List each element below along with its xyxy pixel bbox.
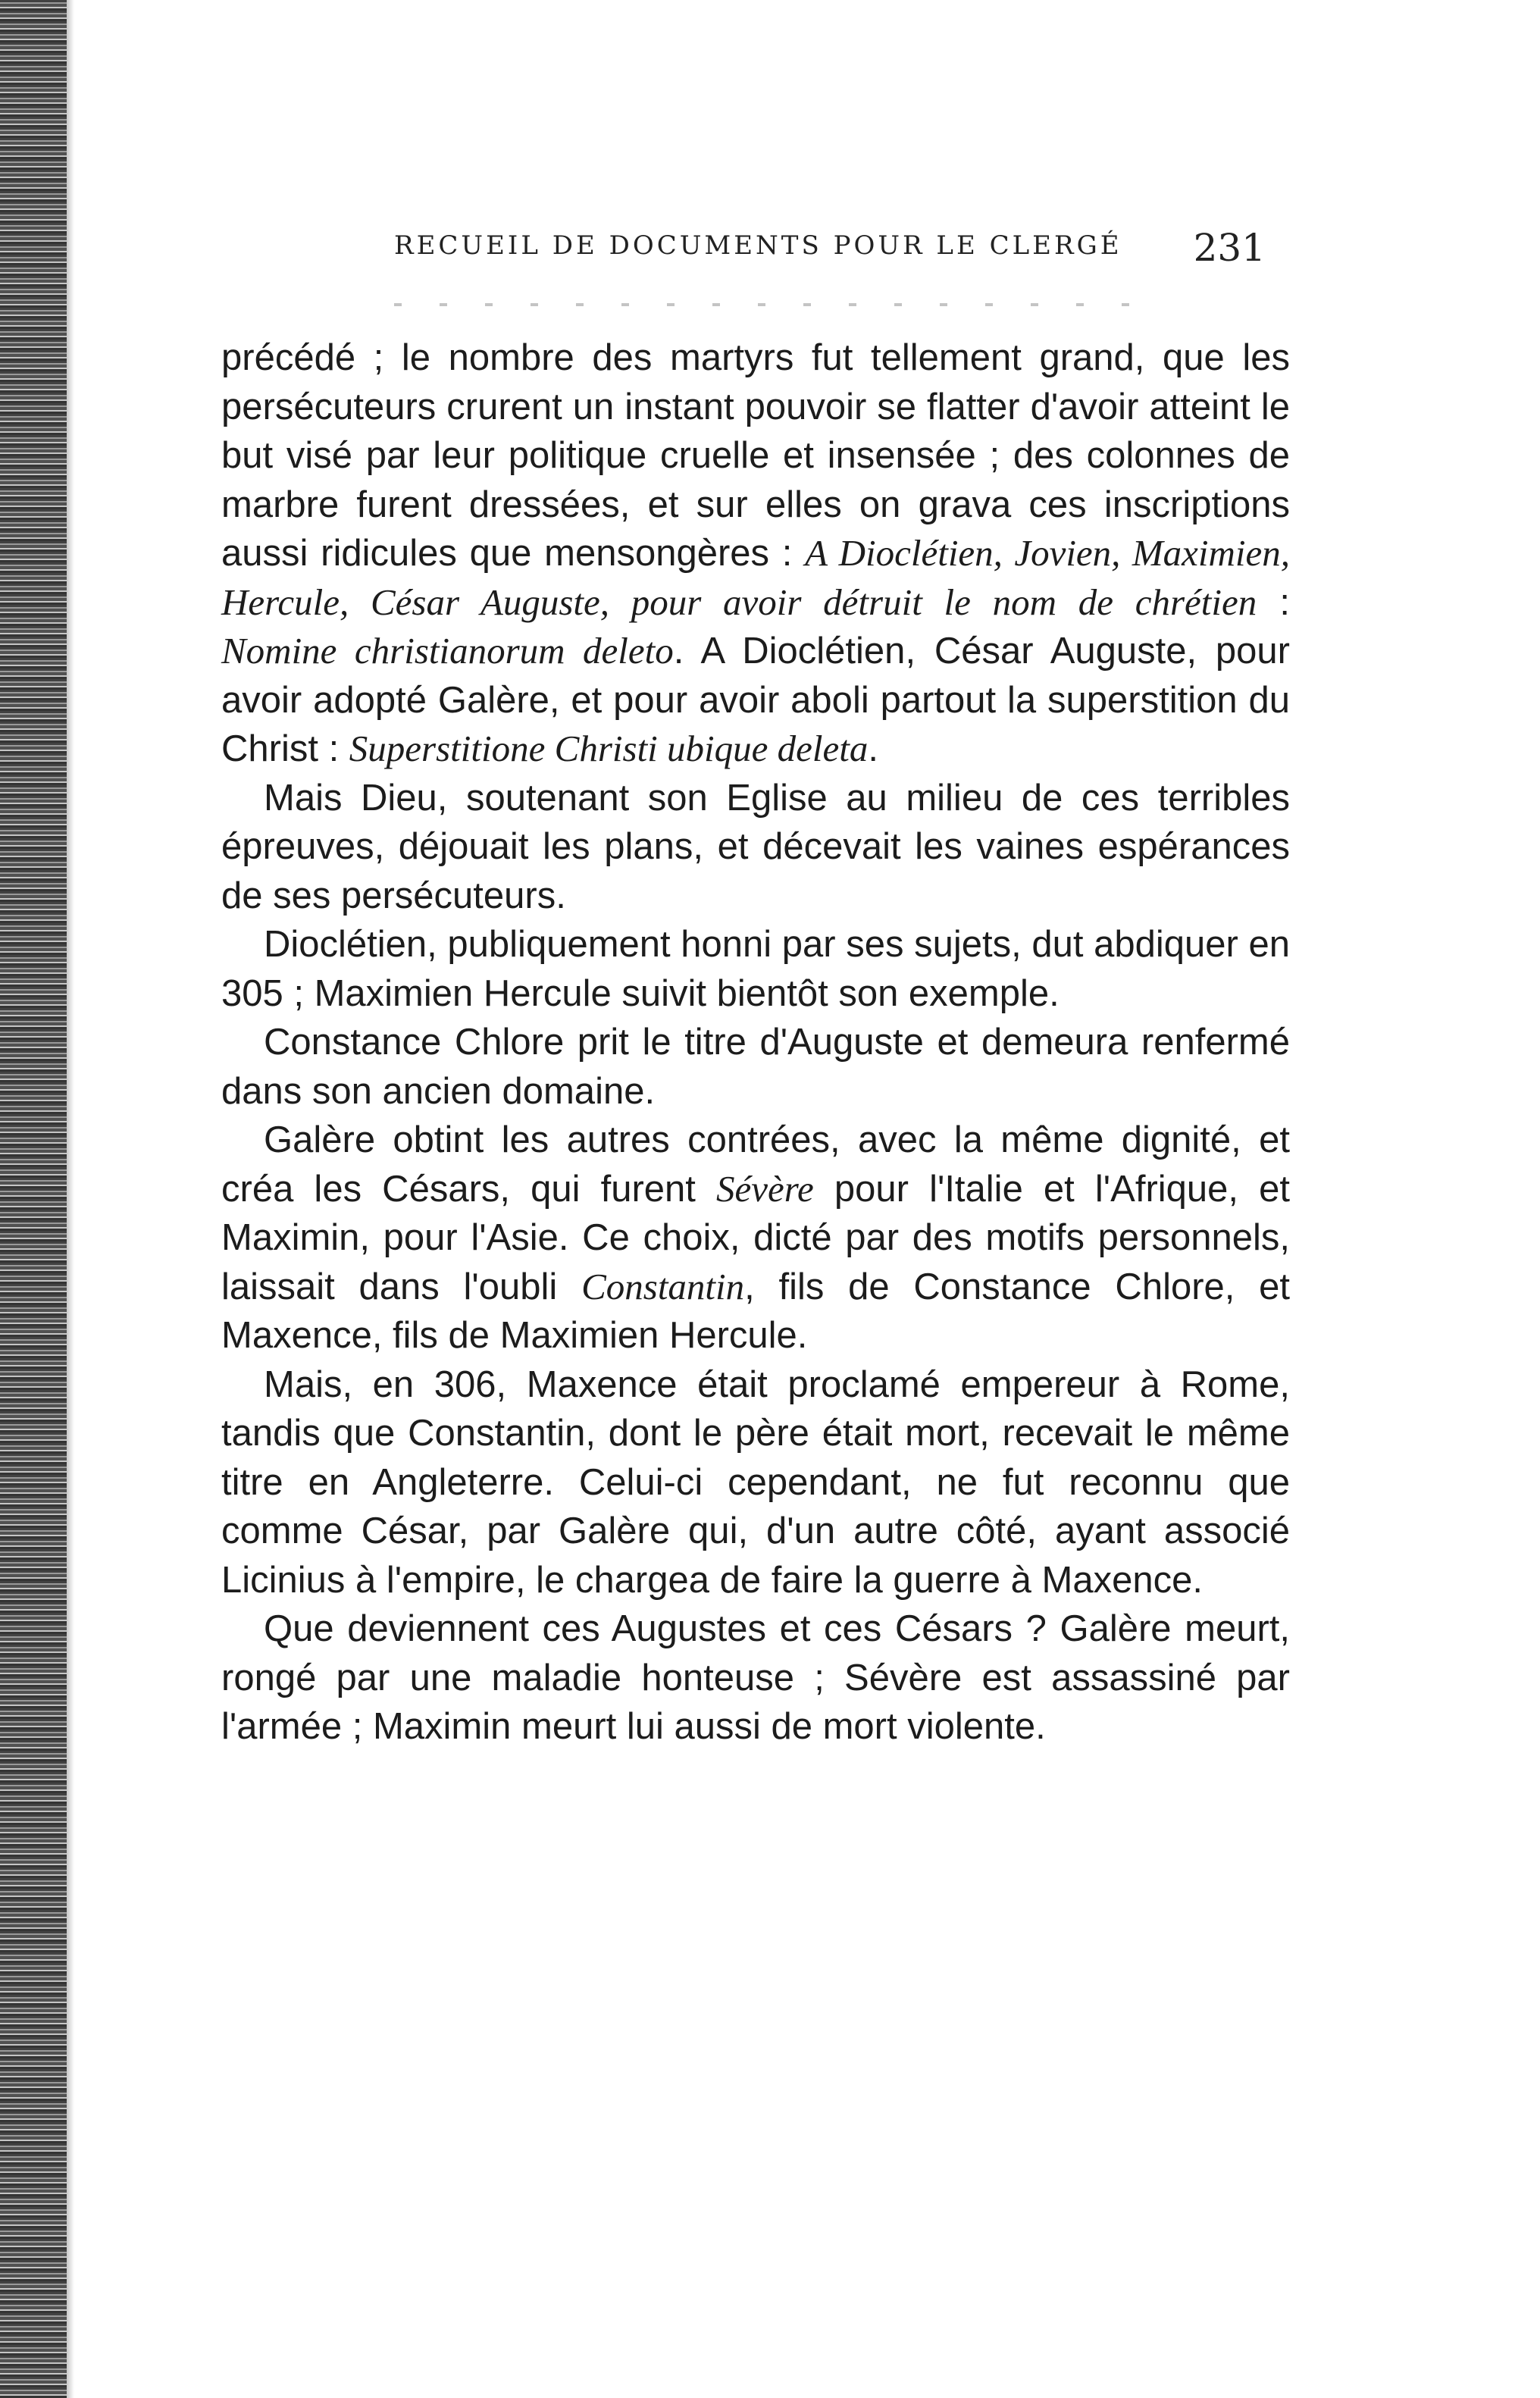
name-severe: Sévère <box>716 1167 814 1210</box>
paragraph-1-text-c: . A Dioclétien, César Auguste, pour avoir adopté Galère, et pour avoir aboli partout la superstition du Christ : <box>221 631 1290 769</box>
paragraph-7: Que deviennent ces Augustes et ces Césars ? Galère meurt, rongé par une maladie honteuse ; Sévère est assassiné par l'armée ; Maximin meurt lui aussi de mort violente. <box>221 1608 1290 1747</box>
paragraph-4: Constance Chlore prit le titre d'Auguste et demeura renfermé dans son ancien domaine. <box>221 1022 1290 1112</box>
paragraph-5-text-a: Galère obtint les autres contrées, avec la même dignité, et créa les Césars, qui furent <box>221 1119 1290 1210</box>
name-constantin: Constantin <box>581 1265 745 1307</box>
latin-inscription-1: Nomine christianorum deleto <box>221 630 674 672</box>
paragraph-5 <box>221 1116 1290 1360</box>
paragraph-1-text-d: . <box>868 728 879 769</box>
header-divider <box>394 303 1152 306</box>
paragraph-2: Mais Dieu, soutenant son Eglise au milieu de ces terribles épreuves, déjouait les plans, et décevait les vaines espérances de ses persécuteurs. <box>221 777 1290 916</box>
page-number: 231 <box>1193 226 1266 270</box>
page-header <box>394 226 1266 271</box>
paragraph-5-text-b: pour l'Italie et l'Afrique, et Maximin, pour l'Asie. Ce choix, dicté par des motifs personnels, laissait dans l'oubli <box>221 1168 1290 1307</box>
book-binding-edge <box>0 0 67 2398</box>
inscription-1: A Dioclétien, Jovien, Maximien, Hercule, César Auguste, pour avoir détruit le nom de chrétien <box>221 532 1290 623</box>
running-title: RECUEIL DE DOCUMENTS POUR LE CLERGÉ <box>394 230 1122 261</box>
paragraph-5-text-c: , fils de Constance Chlore, et Maxence, fils de Maximien Hercule. <box>221 1266 1291 1356</box>
paragraph-1-text-b: : <box>1257 581 1290 623</box>
page-body <box>221 333 1290 1752</box>
paragraph-1-text-a: précédé ; le nombre des martyrs fut tellement grand, que les persécuteurs crurent un instant pouvoir se flatter d'avoir atteint le but visé par leur politique cruelle et insensée ; des colonnes de marbre furent dressées, et sur elles on grava ces inscriptions aussi ridicules que mensongères : <box>221 337 1290 574</box>
paragraph-1 <box>221 333 1290 774</box>
paragraph-3: Dioclétien, publiquement honni par ses sujets, dut abdiquer en 305 ; Maximien Hercule suivit bientôt son exemple. <box>221 924 1290 1014</box>
paragraph-6: Mais, en 306, Maxence était proclamé empereur à Rome, tandis que Constantin, dont le père était mort, recevait le même titre en Angleterre. Celui-ci cependant, ne fut reconnu que comme César, par Galère qui, d'un autre côté, ayant associé Licinius à l'empire, le chargea de faire la guerre à Maxence. <box>221 1363 1290 1601</box>
latin-inscription-2: Superstitione Christi ubique deleta <box>349 728 869 769</box>
